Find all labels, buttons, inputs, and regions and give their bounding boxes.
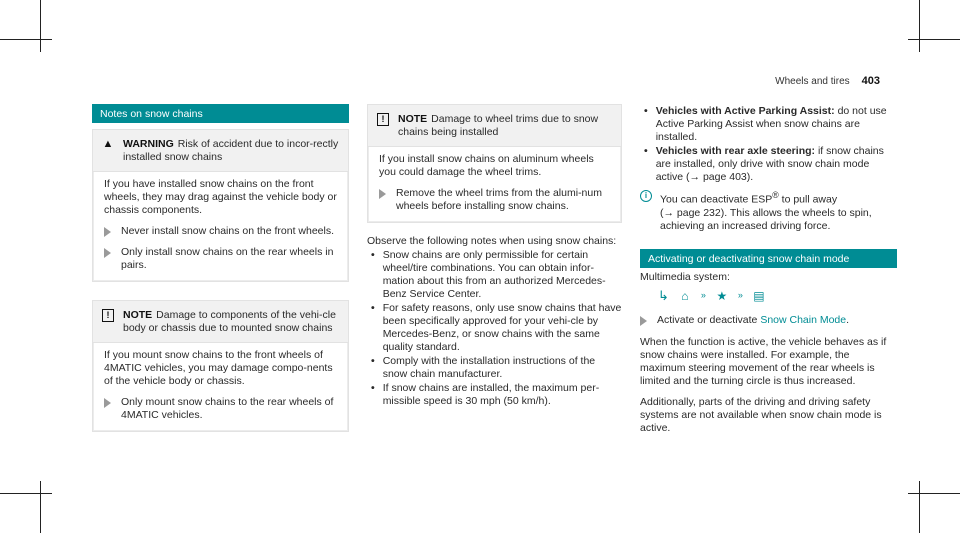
- step-item: Activate or deactivate Snow Chain Mode.: [640, 314, 897, 327]
- crop-mark: [908, 39, 960, 40]
- paragraph: Additionally, parts of the driving and driving safety systems are not available when snow chain mode is active.: [640, 395, 882, 434]
- list-item: • Vehicles with rear axle steering: if snow chains are installed, only drive with snow chain mode active (→ page 403).: [644, 145, 884, 183]
- home-icon[interactable]: ⌂: [681, 288, 689, 303]
- page-header: [775, 75, 880, 88]
- note-exclamation-icon: !: [376, 113, 390, 139]
- list-item: • For safety reasons, only use snow chains that have been specifically approved for your vehi-cle by Mercedes-Benz, or snow chains with the same quality standard.: [371, 302, 622, 353]
- list-item: • Comply with the installation instructions of the snow chain manufacturer.: [371, 355, 596, 380]
- crop-mark: [919, 481, 920, 533]
- page-reference-link[interactable]: → page 232).: [663, 206, 728, 219]
- info-note: i You can deactivate ESP® to pull away (→ page 232). This allows the wheels to spin, achieving an increased driving force.: [640, 189, 897, 233]
- intro-text: Observe the following notes when using snow chains:: [367, 235, 617, 247]
- step-item: Remove the wheel trims from the alumi-num wheels before installing snow chains.: [379, 187, 612, 213]
- bullet-bold: Vehicles with rear axle steering:: [655, 145, 816, 157]
- note-exclamation-icon: !: [101, 309, 115, 335]
- step-item: Only mount snow chains to the rear wheels of 4MATIC vehicles.: [104, 396, 339, 422]
- right-column: [640, 104, 897, 435]
- crop-mark: [919, 0, 920, 52]
- note-label: NOTE: [398, 113, 428, 125]
- page-number: 403: [861, 75, 880, 87]
- step-arrow-icon: [104, 398, 111, 408]
- system-label: Multimedia system:: [640, 270, 730, 283]
- list-item: • If snow chains are installed, the maximum per-missible speed is 30 mph (50 km/h).: [371, 382, 600, 407]
- section-bar-snow-chain-mode: Activating or deactivating snow chain mode: [640, 249, 897, 268]
- warning-body: If you have installed snow chains on the front wheels, they may drag against the vehicle body or chassis components.: [104, 178, 337, 216]
- bullet-bold: Vehicles with Active Parking Assist:: [655, 105, 835, 117]
- car-icon[interactable]: ▤: [753, 288, 765, 303]
- note-box: [367, 104, 622, 223]
- left-column: [92, 104, 349, 432]
- crop-mark: [40, 0, 41, 52]
- menu-path: [658, 288, 897, 304]
- note-body: If you mount snow chains to the front wheels of 4MATIC vehicles, you may damage compo-nents of the vehicle body or chassis.: [104, 349, 333, 387]
- paragraph: When the function is active, the vehicle behaves as if snow chains were installed. For example, the maximum steering movement of the rear wheels is limited and the turning circle is thus increased.: [640, 335, 887, 387]
- list-item: • Vehicles with Active Parking Assist: do not use Active Parking Assist when snow chains are installed.: [644, 105, 887, 143]
- crop-mark: [908, 493, 960, 494]
- note-box: [92, 300, 349, 432]
- star-icon[interactable]: ★: [716, 288, 728, 303]
- note-text: Damage to components of the vehi-cle body or chassis due to mounted snow chains: [123, 309, 336, 334]
- section-bar-snow-chains: Notes on snow chains: [92, 104, 349, 123]
- chevron-icon: »: [700, 290, 706, 300]
- step-arrow-icon: [640, 316, 647, 326]
- snow-chain-mode-link[interactable]: Snow Chain Mode: [760, 313, 847, 326]
- step-item: Only install snow chains on the rear wheels in pairs.: [104, 246, 339, 272]
- step-item: Never install snow chains on the front wheels.: [104, 225, 339, 238]
- chevron-icon: »: [737, 290, 743, 300]
- warning-box: [92, 129, 349, 282]
- note-label: NOTE: [123, 309, 153, 321]
- crop-mark: [40, 481, 41, 533]
- step-arrow-icon: [104, 227, 111, 237]
- step-arrow-icon: [379, 189, 386, 199]
- warning-label: WARNING: [123, 138, 174, 150]
- turn-arrow-icon: ↳: [658, 288, 669, 303]
- crop-mark: [0, 493, 52, 494]
- step-arrow-icon: [104, 248, 111, 258]
- section-title: Wheels and tires: [775, 76, 850, 87]
- page-reference-link[interactable]: → page 403).: [689, 171, 754, 183]
- crop-mark: [0, 39, 52, 40]
- warning-triangle-icon: ▲: [102, 138, 114, 150]
- note-body: If you install snow chains on aluminum wheels you could damage the wheel trims.: [379, 153, 594, 178]
- info-icon: i: [640, 190, 652, 202]
- note-text: Damage to wheel trims due to snow chains being installed: [398, 113, 599, 138]
- middle-column: [367, 104, 622, 408]
- warning-text: Risk of accident due to incor-rectly installed snow chains: [123, 138, 339, 163]
- list-item: • Snow chains are only permissible for certain wheel/tire combinations. You can obtain infor-mation about this from an authorized Mercedes-Benz Service Center.: [371, 249, 606, 300]
